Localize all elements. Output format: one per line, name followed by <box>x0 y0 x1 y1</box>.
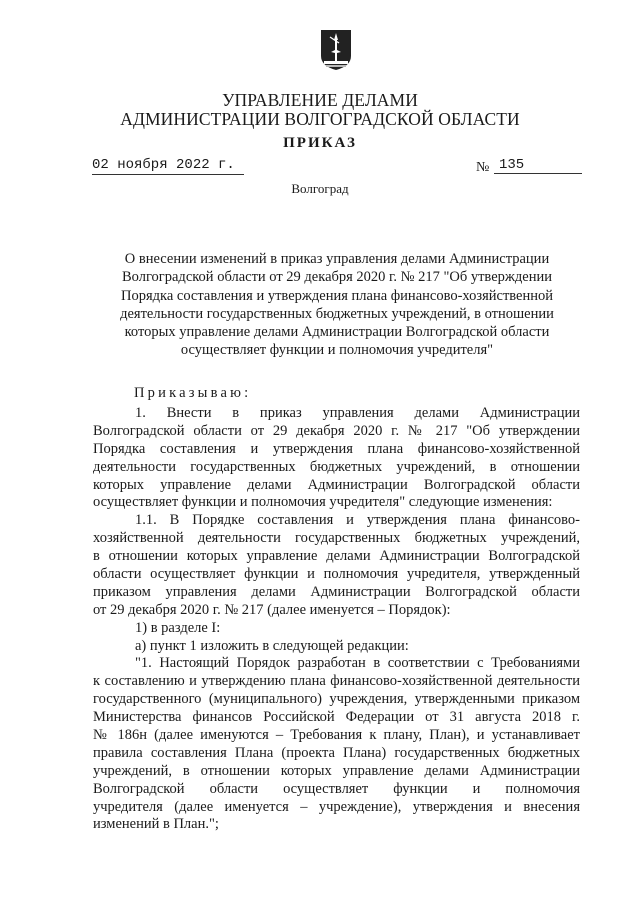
body-line: 1. Внести в приказ управления делами Администрации <box>135 405 580 421</box>
body-line: которых управление делами Администрации Волгоградской области <box>93 476 580 493</box>
document-type-title: ПРИКАЗ <box>283 135 357 151</box>
body-line: области осуществляет функции и полномочия учредителя, утвержденный <box>93 566 580 583</box>
subject-line: Волгоградской области от 29 декабря 2020 г. № 217 "Об утверждении <box>122 269 552 286</box>
body-line: а) пункт 1 изложить в следующей редакции: <box>135 637 409 654</box>
order-date: 02 ноября 2022 г. <box>92 157 244 175</box>
body-line: деятельности государственных бюджетных учреждений, в отношении <box>93 458 580 475</box>
body-line: 1) в разделе I: <box>135 619 221 636</box>
body-line: Волгоградской области осуществляет функции и полномочия <box>93 780 580 797</box>
volgograd-coat-of-arms-icon <box>319 28 353 72</box>
subject-line: Порядка составления и утверждения плана финансово-хозяйственной <box>120 287 554 304</box>
body-line: № 186н (далее именуются – Требования к плану, План), и устанавливает <box>93 727 580 744</box>
body-line: к составлению и утверждению плана финансово-хозяйственной деятельности <box>93 673 580 690</box>
org-name-line-1: УПРАВЛЕНИЕ ДЕЛАМИ <box>222 90 418 110</box>
order-number: 135 <box>494 157 582 174</box>
body-line: Министерства финансов Российской Федерации от 31 августа 2018 г. <box>93 709 580 726</box>
body-line: "1. Настоящий Порядок разработан в соответствии с Требованиями <box>135 655 580 672</box>
body-line: учреждений, в отношении которых управление делами Администрации <box>93 762 580 779</box>
org-name-line-2: АДМИНИСТРАЦИИ ВОЛГОГРАДСКОЙ ОБЛАСТИ <box>120 109 520 129</box>
subject-line: осуществляет функции и полномочия учредителя" <box>180 342 494 359</box>
orders-word: Приказываю: <box>134 385 252 401</box>
order-subject <box>100 250 574 360</box>
body-line: правила составления Плана (проекта Плана) государственных бюджетных <box>93 744 580 761</box>
body-line: Порядка составления и утверждения плана финансово-хозяйственной <box>93 440 580 457</box>
body-line: осуществляет функции и полномочия учредителя" следующие изменения: <box>93 494 553 511</box>
body-line: в отношении которых управление делами Администрации Волгоградской <box>93 548 580 565</box>
body-line: государственного (муниципального) учреждения, утвержденными приказом <box>93 691 580 708</box>
body-line: изменений в План."; <box>93 816 219 833</box>
number-sign: № <box>476 160 490 175</box>
subject-line: О внесении изменений в приказ управления делами Администрации <box>124 251 550 267</box>
city-name: Волгоград <box>291 181 349 196</box>
body-line: от 29 декабря 2020 г. № 217 (далее именуется – Порядок): <box>93 601 451 618</box>
body-line: учредителя (далее именуется – учреждение), утверждения и внесения <box>93 798 580 815</box>
subject-line: которых управление делами Администрации Волгоградской области <box>124 324 550 341</box>
body-line: 1.1. В Порядке составления и утверждения плана финансово- <box>135 512 580 529</box>
body-line: приказом управления делами Администрации Волгоградской области <box>93 583 580 600</box>
body-line: хозяйственной деятельности государственных бюджетных учреждений, <box>93 530 580 547</box>
subject-line: деятельности государственных бюджетных учреждений, в отношении <box>120 305 554 322</box>
body-line: Волгоградской области от 29 декабря 2020 г. № 217 "Об утверждении <box>93 422 580 439</box>
order-body-text <box>93 405 580 834</box>
